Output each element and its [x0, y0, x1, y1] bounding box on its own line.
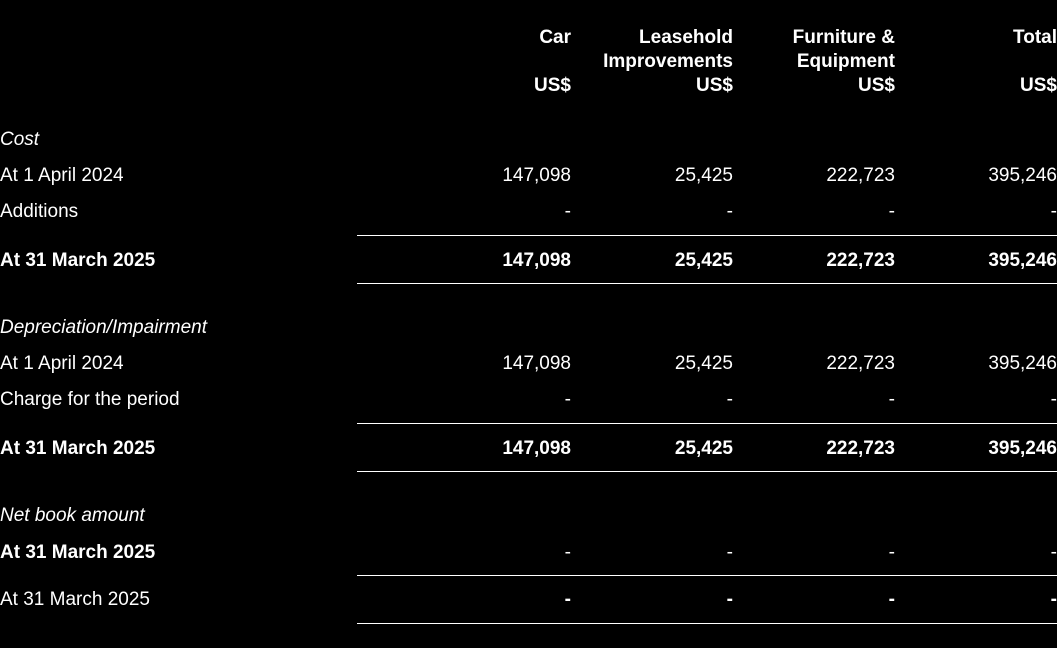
total-row: [0, 437, 1057, 461]
cell-car: -: [564, 389, 571, 410]
total-row: [0, 249, 1057, 273]
cell-furniture: 222,723: [826, 438, 895, 459]
table-row: [0, 588, 1057, 612]
table-row: [0, 352, 1057, 376]
cell-furniture: 222,723: [826, 353, 895, 374]
column-header-leasehold: [583, 26, 733, 98]
column-header-unit: US$: [858, 75, 895, 96]
cell-total: -: [1050, 542, 1057, 563]
divider: [357, 575, 1057, 576]
cell-leasehold: -: [726, 389, 733, 410]
column-header-name: Leasehold Improvements: [603, 27, 733, 72]
column-header-furniture: [775, 26, 895, 98]
cell-total: -: [1050, 589, 1057, 610]
cell-leasehold: -: [726, 589, 733, 610]
table-row: [0, 164, 1057, 188]
cell-car: 147,098: [502, 353, 571, 374]
cell-total: 395,246: [988, 438, 1057, 459]
cell-total: 395,246: [988, 353, 1057, 374]
divider: [357, 235, 1057, 236]
cell-total: 395,246: [988, 250, 1057, 271]
cell-total: -: [1050, 201, 1057, 222]
cell-leasehold: -: [726, 201, 733, 222]
cell-leasehold: -: [726, 542, 733, 563]
row-label: At 1 April 2024: [0, 165, 124, 186]
cell-car: -: [564, 201, 571, 222]
column-header-total: [1013, 26, 1057, 98]
cell-furniture: -: [888, 589, 895, 610]
section-title-net-book: [0, 504, 1057, 528]
cell-car: -: [564, 542, 571, 563]
cell-car: 147,098: [502, 165, 571, 186]
cell-total: 395,246: [988, 165, 1057, 186]
cell-furniture: -: [888, 389, 895, 410]
cell-leasehold: 25,425: [674, 353, 733, 374]
column-header-name: Car: [539, 27, 571, 48]
row-label: At 1 April 2024: [0, 353, 124, 374]
column-header-name: Total: [1013, 27, 1057, 48]
cell-leasehold: 25,425: [674, 438, 733, 459]
cell-leasehold: 25,425: [674, 165, 733, 186]
cell-car: 147,098: [502, 438, 571, 459]
cell-furniture: 222,723: [826, 165, 895, 186]
row-label: Charge for the period: [0, 389, 180, 410]
section-title: Net book amount: [0, 505, 145, 526]
cell-car: -: [564, 589, 571, 610]
column-header-car: [534, 26, 571, 98]
table-row: [0, 200, 1057, 224]
column-header-name: Furniture & Equipment: [792, 27, 895, 72]
column-header-unit: US$: [534, 75, 571, 96]
row-label: At 31 March 2025: [0, 542, 156, 563]
divider: [357, 471, 1057, 472]
column-header-unit: US$: [1020, 75, 1057, 96]
row-label: At 31 March 2025: [0, 250, 156, 271]
divider: [357, 283, 1057, 284]
cell-total: -: [1050, 389, 1057, 410]
divider: [357, 423, 1057, 424]
cell-car: 147,098: [502, 250, 571, 271]
section-title-depreciation: [0, 316, 1057, 340]
row-label: At 31 March 2025: [0, 438, 156, 459]
section-title: Cost: [0, 129, 40, 150]
section-title-cost: [0, 128, 1057, 152]
section-title: Depreciation/Impairment: [0, 317, 207, 338]
cell-furniture: -: [888, 542, 895, 563]
row-label: At 31 March 2025: [0, 589, 150, 610]
cell-leasehold: 25,425: [674, 250, 733, 271]
cell-furniture: -: [888, 201, 895, 222]
row-label: Additions: [0, 201, 79, 222]
table-row: [0, 388, 1057, 412]
column-header-unit: US$: [696, 75, 733, 96]
divider: [357, 623, 1057, 624]
cell-furniture: 222,723: [826, 250, 895, 271]
table-row: [0, 541, 1057, 565]
